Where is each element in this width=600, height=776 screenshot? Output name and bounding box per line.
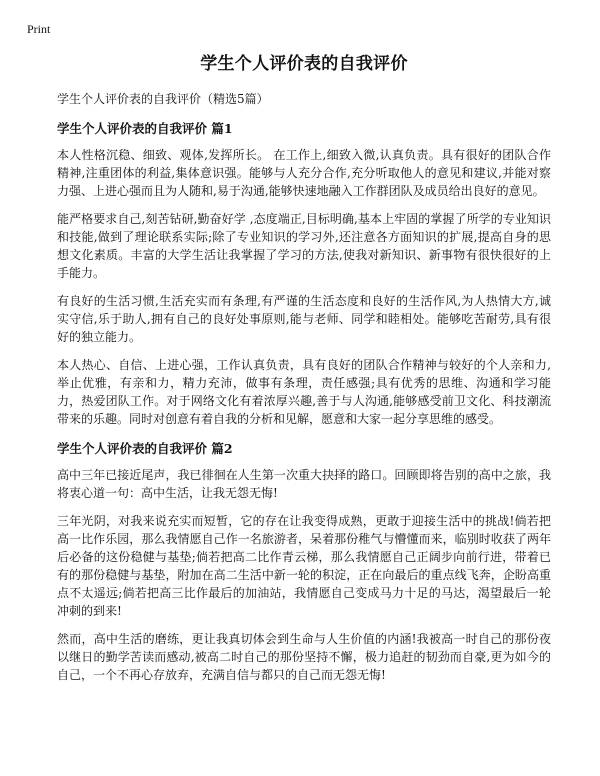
print-link[interactable]: Print [27,22,51,36]
paragraph: 有良好的生活习惯,生活充实而有条理,有严谨的生活态度和良好的生活作风,为人热情大方,诚实守信,乐于助人,拥有自己的良好处事原则,能与老师、同学和睦相处。能够吃苦耐劳,具有很好的独立能力。 [57,294,551,344]
paragraph: 三年光阴，对我来说充实而短暂，它的存在让我变得成熟，更敢于迎接生活中的挑战!倘若把高一比作乐园，那么我情愿自己作一名旅游者，呆着那份稚气与懵懂而来，临别时收获了两年后必备的这份稳健与基垫;倘若把高二比作青云梯，那么我情愿自己正阔步向前行进，带着已有的那份稳健与基垫，附加在高二生活中新一轮的积淀，正在向最后的重点线飞奔，企盼高重点不太遥远;倘若把高三比作最后的加油站，我情愿自己变成马力十足的马达，渴望最后一轮冲刺的到来! [57,514,551,618]
paragraph: 高中三年已接近尾声，我已徘徊在人生第一次重大抉择的路口。回顾即将告别的高中之旅，我将衷心道一句：高中生活，让我无怨无悔! [57,468,551,500]
paragraph: 然而，高中生活的磨练，更让我真切体会到生命与人生价值的内涵!我被高一时自己的那份夜以继日的勤学苦读而感动,被高二时自己的那份坚持不懈，极力追赶的韧劲而自豪,更为如今的自己，一个不再心存放弃，充满自信与都只的自己而无怨无悔! [57,632,551,682]
paragraph: 本人热心、自信、上进心强，工作认真负责，具有良好的团队合作精神与较好的个人亲和力,举止优雅，有亲和力，精力充沛，做事有条理，责任感强;具有优秀的思维、沟通和学习能力，热爱团队工作。对于网络文化有着浓厚兴趣,善于与人沟通,能够感受前卫文化、科技潮流带来的乐趣。同时对创意有着自我的分析和见解，愿意和大家一起分享思维的感受。 [57,358,551,426]
document-body [57,52,551,684]
paragraph: 本人性格沉稳、细致、观体,发挥所长。 在工作上,细致入微,认真负责。具有很好的团队合作精神,注重团体的利益,集体意识强。能够与人充分合作,充分听取他人的意见和建议,并能对察力强、上进心强而且为人随和,易于沟通,能够快速地融入工作群团队及成员给出良好的意见。 [57,148,551,198]
document-subtitle: 学生个人评价表的自我评价（精选5篇） [57,92,269,106]
paragraph: 能严格要求自己,刻苦钻研,勤奋好学 ,态度端正,目标明确,基本上牢固的掌握了所学的专业知识和技能,做到了理论联系实际;除了专业知识的学习外,还注意各方面知识的扩展,提高自身的思想文化素质。丰富的大学生活让我掌握了学习的方法,使我对新知识、新事物有很快很好的上手能力。 [57,212,551,280]
section-heading-2: 学生个人评价表的自我评价 篇2 [57,441,233,456]
document-title: 学生个人评价表的自我评价 [200,54,408,74]
section-heading-1: 学生个人评价表的自我评价 篇1 [57,121,233,136]
